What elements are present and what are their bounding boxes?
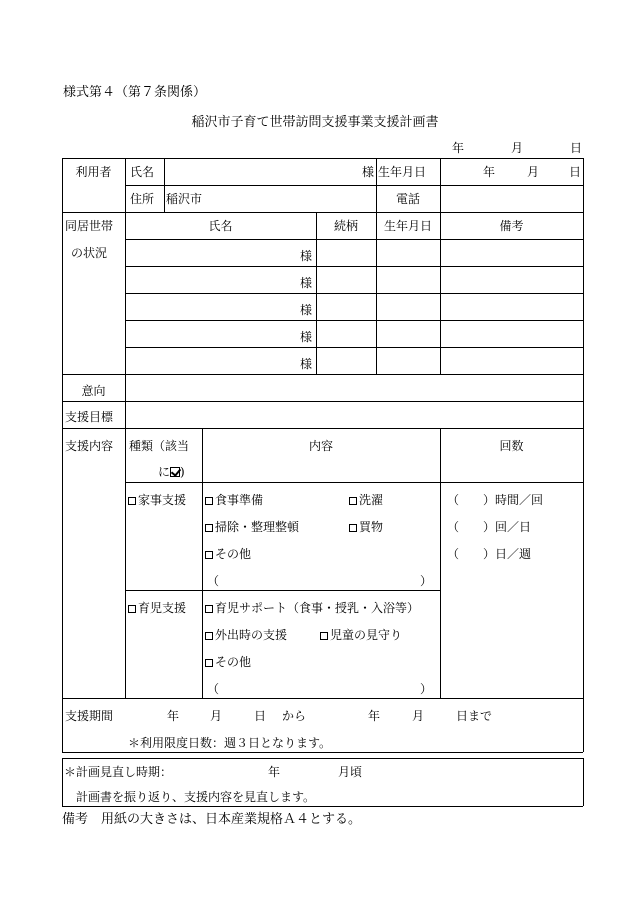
form-label: 様式第４（第７条関係） <box>63 85 207 100</box>
header-date-year: 年 <box>452 141 465 155</box>
period-month-end: 月 <box>412 709 425 723</box>
housework-item-laundry[interactable] <box>349 494 383 506</box>
childcare-item-label: 児童の見守り <box>330 628 403 642</box>
childcare-type-label: 育児支援 <box>138 601 187 615</box>
header-date-day: 日 <box>570 141 583 155</box>
user-address-value: 稲沢市 <box>166 192 203 206</box>
support-type-header-prefix: に <box>158 465 171 479</box>
checkbox-icon <box>349 497 357 505</box>
checked-box-icon <box>170 467 180 477</box>
checkbox-icon <box>128 605 136 613</box>
housework-type-label: 家事支援 <box>138 493 187 507</box>
count-hours-per-visit: （ ）時間／回 <box>447 493 544 507</box>
support-label: 支援内容 <box>65 439 114 453</box>
support-content-header: 内容 <box>308 439 333 453</box>
household-row-suffix: 様 <box>300 249 313 263</box>
review-year: 年 <box>268 765 281 779</box>
user-birth-label: 生年月日 <box>378 165 427 179</box>
childcare-item-support[interactable] <box>205 602 419 614</box>
user-birth-year: 年 <box>483 165 496 179</box>
period-year-start: 年 <box>167 709 180 723</box>
period-label: 支援期間 <box>65 709 114 723</box>
household-col-birth: 生年月日 <box>383 219 432 233</box>
checkbox-icon <box>205 632 213 640</box>
support-type-header-paren: ) <box>180 465 185 479</box>
period-day-start: 日 <box>254 709 267 723</box>
childcare-item-outing[interactable] <box>205 629 287 641</box>
checkbox-icon <box>205 551 213 559</box>
intention-field[interactable] <box>127 376 581 400</box>
household-row-suffix: 様 <box>300 357 313 371</box>
household-row-suffix: 様 <box>300 276 313 290</box>
user-birth-month: 月 <box>527 165 540 179</box>
checkbox-icon <box>205 659 213 667</box>
housework-item-label: 掃除・整理整頓 <box>215 520 300 534</box>
household-label-line1: 同居世帯 <box>65 219 114 233</box>
checkbox-icon <box>205 524 213 532</box>
housework-item-cleaning[interactable] <box>205 521 299 533</box>
goal-field[interactable] <box>127 403 581 427</box>
period-month-start: 月 <box>210 709 223 723</box>
childcare-item-label: 外出時の支援 <box>215 628 288 642</box>
childcare-item-watch[interactable] <box>320 629 402 641</box>
user-name-field[interactable] <box>166 160 362 184</box>
user-section-label: 利用者 <box>75 165 112 179</box>
period-year-end: 年 <box>368 709 381 723</box>
household-col-notes: 備考 <box>499 219 524 233</box>
housework-other-paren-close: ） <box>420 574 433 588</box>
remarks: 備考 用紙の大きさは、日本産業規格Ａ４とする。 <box>62 812 362 827</box>
childcare-other-field[interactable] <box>220 680 420 697</box>
review-month: 月頃 <box>338 765 363 779</box>
review-label: ＊計画見直し時期： <box>64 765 173 779</box>
household-label-line2: の状況 <box>71 246 108 260</box>
childcare-item-label: 育児サポート（食事・授乳・入浴等） <box>215 601 420 615</box>
childcare-item-other[interactable] <box>205 656 251 668</box>
household-col-relation: 続柄 <box>333 219 358 233</box>
period-note: ＊利用限度日数：週３日となります。 <box>128 736 332 750</box>
housework-item-label: 洗濯 <box>359 493 384 507</box>
housework-item-meal[interactable] <box>205 494 263 506</box>
user-name-label: 氏名 <box>130 165 155 179</box>
housework-item-label: 食事準備 <box>215 493 264 507</box>
housework-item-label: その他 <box>215 547 252 561</box>
housework-item-label: 買物 <box>359 520 384 534</box>
housework-other-field[interactable] <box>220 572 420 589</box>
household-row-suffix: 様 <box>300 330 313 344</box>
user-birth-day: 日 <box>569 165 582 179</box>
support-type-header-line1: 種類（該当 <box>129 439 190 453</box>
count-visits-per-day: （ ）回／日 <box>447 520 532 534</box>
user-address-label: 住所 <box>130 192 155 206</box>
header-date-month: 月 <box>511 141 524 155</box>
user-phone-label: 電話 <box>395 192 420 206</box>
childcare-other-paren-open: （ <box>207 682 220 696</box>
support-count-header: 回数 <box>499 439 524 453</box>
goal-label: 支援目標 <box>65 410 114 424</box>
user-name-suffix: 様 <box>362 165 375 179</box>
housework-other-paren-open: （ <box>207 574 220 588</box>
childcare-type[interactable] <box>128 602 186 614</box>
housework-type[interactable] <box>128 494 186 506</box>
household-row-suffix: 様 <box>300 303 313 317</box>
period-until: 日まで <box>456 709 493 723</box>
checkbox-icon <box>205 605 213 613</box>
childcare-other-paren-close: ） <box>420 682 433 696</box>
review-note: 計画書を振り返り、支援内容を見直します。 <box>76 790 316 804</box>
period-from: から <box>282 709 307 723</box>
count-days-per-week: （ ）日／週 <box>447 547 532 561</box>
checkbox-icon <box>205 497 213 505</box>
page-title: 稲沢市子育て世帯訪問支援事業支援計画書 <box>191 115 439 130</box>
household-col-name: 氏名 <box>208 219 233 233</box>
childcare-item-label: その他 <box>215 655 252 669</box>
checkbox-icon <box>320 632 328 640</box>
support-type-header-line2 <box>158 466 185 478</box>
housework-item-shopping[interactable] <box>349 521 383 533</box>
checkbox-icon <box>349 524 357 532</box>
intention-label: 意向 <box>81 384 106 398</box>
housework-item-other[interactable] <box>205 548 251 560</box>
checkbox-icon <box>128 497 136 505</box>
